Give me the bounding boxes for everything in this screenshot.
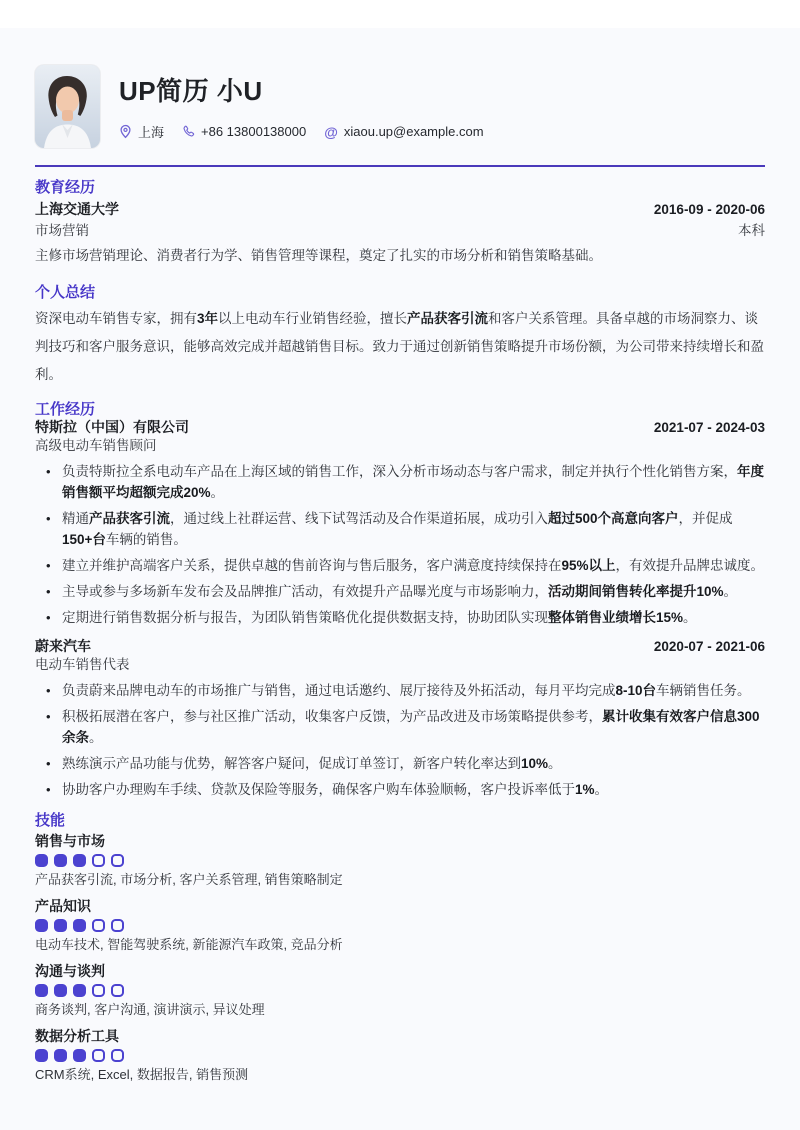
skill-level-dots	[35, 854, 765, 867]
phone-icon	[182, 125, 195, 138]
bullet-text: 积极拓展潜在客户，参与社区推广活动，收集客户反馈，为产品改进及市场策略提供参考，累计收集有效客户信息300余条。	[62, 709, 760, 745]
bullet-marker: •	[46, 709, 51, 724]
experience-section-title: 工作经历	[35, 401, 96, 418]
job-bullet-list	[35, 461, 765, 628]
job-bullet	[35, 706, 765, 748]
degree-name: 本科	[738, 223, 765, 238]
contact-email	[324, 124, 483, 140]
job-bullet	[35, 779, 765, 800]
contact-phone	[182, 124, 306, 139]
skill-dot-empty	[111, 854, 124, 867]
skill-dot-empty	[92, 984, 105, 997]
job-bullet	[35, 607, 765, 628]
profile-photo-illustration	[35, 65, 100, 148]
skill-name: 数据分析工具	[35, 1028, 119, 1044]
job-bullet	[35, 508, 765, 550]
skill-name: 产品知识	[35, 898, 91, 914]
skill-item	[35, 833, 765, 888]
bullet-text: 负责蔚来品牌电动车的市场推广与销售，通过电话邀约、展厅接待及外拓活动，每月平均完成8-10台车辆销售任务。	[62, 683, 751, 698]
job-bullet	[35, 555, 765, 576]
skill-name: 销售与市场	[35, 833, 105, 849]
contact-row	[119, 122, 502, 141]
job-bullet	[35, 753, 765, 774]
education-major-row	[35, 219, 765, 240]
bullet-marker: •	[46, 584, 51, 599]
skill-keywords: 产品获客引流, 市场分析, 客户关系管理, 销售策略制定	[35, 872, 343, 887]
skill-level-dots	[35, 984, 765, 997]
at-icon: @	[324, 123, 338, 140]
skill-dot-filled	[35, 984, 48, 997]
education-description: 主修市场营销理论、消费者行为学、销售管理等课程，奠定了扎实的市场分析和销售策略基础。	[35, 248, 602, 263]
skills-section-title: 技能	[35, 812, 66, 829]
skill-level-dots	[35, 1049, 765, 1062]
contact-location-text: 上海	[138, 125, 165, 140]
skill-list	[35, 833, 765, 1083]
summary-text: 资深电动车销售专家，拥有3年以上电动车行业销售经验，擅长产品获客引流和客户关系管理。具备卓越的市场洞察力、谈判技巧和客户服务意识，能够高效完成并超越销售目标。致力于通过创新销售策略提升市场份额，为公司带来持续增长和盈利。	[35, 311, 764, 382]
bullet-marker: •	[46, 756, 51, 771]
skill-dot-empty	[92, 1049, 105, 1062]
bullet-marker: •	[46, 782, 51, 797]
skill-dot-filled	[35, 1049, 48, 1062]
header-info	[119, 65, 502, 141]
skill-dot-filled	[73, 1049, 86, 1062]
job-list	[35, 418, 765, 800]
bullet-text: 建立并维护高端客户关系，提供卓越的售前咨询与售后服务，客户满意度持续保持在95%以上，有效提升品牌忠诚度。	[62, 558, 765, 573]
skill-item	[35, 963, 765, 1018]
job-date: 2021-07 - 2024-03	[653, 420, 765, 435]
education-date: 2016-09 - 2020-06	[653, 202, 765, 217]
job-bullet	[35, 680, 765, 701]
bullet-text: 熟练演示产品功能与优势，解答客户疑问，促成订单签订，新客户转化率达到10%。	[62, 756, 562, 771]
education-section-title: 教育经历	[35, 179, 96, 196]
skill-dot-empty	[111, 919, 124, 932]
job-header-row	[35, 637, 765, 656]
contact-email-text: xiaou.up@example.com	[343, 124, 484, 139]
skill-name: 沟通与谈判	[35, 963, 105, 979]
skill-item	[35, 898, 765, 953]
skill-dot-filled	[73, 854, 86, 867]
major-name: 市场营销	[35, 223, 89, 238]
skill-dot-filled	[54, 919, 67, 932]
location-pin-icon	[119, 124, 132, 139]
skill-dot-filled	[54, 854, 67, 867]
skill-dot-empty	[92, 919, 105, 932]
job-role: 高级电动车销售顾问	[35, 438, 157, 453]
contact-location	[119, 122, 164, 141]
bullet-text: 定期进行销售数据分析与报告，为团队销售策略优化提供数据支持，协助团队实现整体销售业绩增长15%。	[62, 610, 697, 625]
skill-dot-filled	[73, 919, 86, 932]
education-school-row	[35, 200, 765, 219]
job-entry	[35, 637, 765, 800]
bullet-marker: •	[46, 558, 51, 573]
skill-keywords: CRM系统, Excel, 数据报告, 销售预测	[35, 1067, 249, 1082]
job-bullet	[35, 461, 765, 503]
section-experience	[35, 401, 765, 800]
skill-item	[35, 1028, 765, 1083]
education-entry	[35, 200, 765, 266]
header-divider	[35, 165, 765, 167]
bullet-marker: •	[46, 464, 51, 479]
resume-page	[0, 28, 800, 1130]
bullet-marker: •	[46, 683, 51, 698]
candidate-name: UP简历 小U	[119, 76, 263, 106]
skill-dot-filled	[54, 984, 67, 997]
skill-dot-filled	[73, 984, 86, 997]
job-company: 蔚来汽车	[35, 638, 91, 654]
bullet-text: 负责特斯拉全系电动车产品在上海区域的销售工作，深入分析市场动态与客户需求，制定并执行个性化销售方案，年度销售额平均超额完成20%。	[62, 464, 764, 500]
skill-dot-filled	[35, 854, 48, 867]
section-skills	[35, 812, 765, 1083]
job-header-row	[35, 418, 765, 437]
job-role: 电动车销售代表	[35, 657, 130, 672]
bullet-text: 协助客户办理购车手续、贷款及保险等服务，确保客户购车体验顺畅，客户投诉率低于1%。	[62, 782, 609, 797]
bullet-marker: •	[46, 610, 51, 625]
skill-dot-empty	[92, 854, 105, 867]
skill-dot-empty	[111, 1049, 124, 1062]
resume-header	[35, 65, 765, 148]
section-education	[35, 179, 765, 266]
bullet-marker: •	[46, 511, 51, 526]
profile-photo	[35, 65, 100, 148]
job-entry	[35, 418, 765, 628]
skill-dot-filled	[35, 919, 48, 932]
skill-dot-filled	[54, 1049, 67, 1062]
skill-keywords: 商务谈判, 客户沟通, 演讲演示, 异议处理	[35, 1002, 265, 1017]
skill-keywords: 电动车技术, 智能驾驶系统, 新能源汽车政策, 竞品分析	[35, 937, 343, 952]
bullet-text: 精通产品获客引流，通过线上社群运营、线下试驾活动及合作渠道拓展，成功引入超过500个高意向客户，并促成150+台车辆的销售。	[62, 511, 733, 547]
contact-phone-text: +86 13800138000	[201, 124, 307, 139]
skill-dot-empty	[111, 984, 124, 997]
skill-level-dots	[35, 919, 765, 932]
section-summary	[35, 284, 765, 389]
bullet-text: 主导或参与多场新车发布会及品牌推广活动，有效提升产品曝光度与市场影响力，活动期间销售转化率提升10%。	[62, 584, 738, 599]
summary-section-title: 个人总结	[35, 284, 96, 301]
job-date: 2020-07 - 2021-06	[653, 639, 765, 654]
job-company: 特斯拉（中国）有限公司	[35, 419, 189, 435]
job-bullet-list	[35, 680, 765, 800]
school-name: 上海交通大学	[35, 201, 119, 217]
job-bullet	[35, 581, 765, 602]
